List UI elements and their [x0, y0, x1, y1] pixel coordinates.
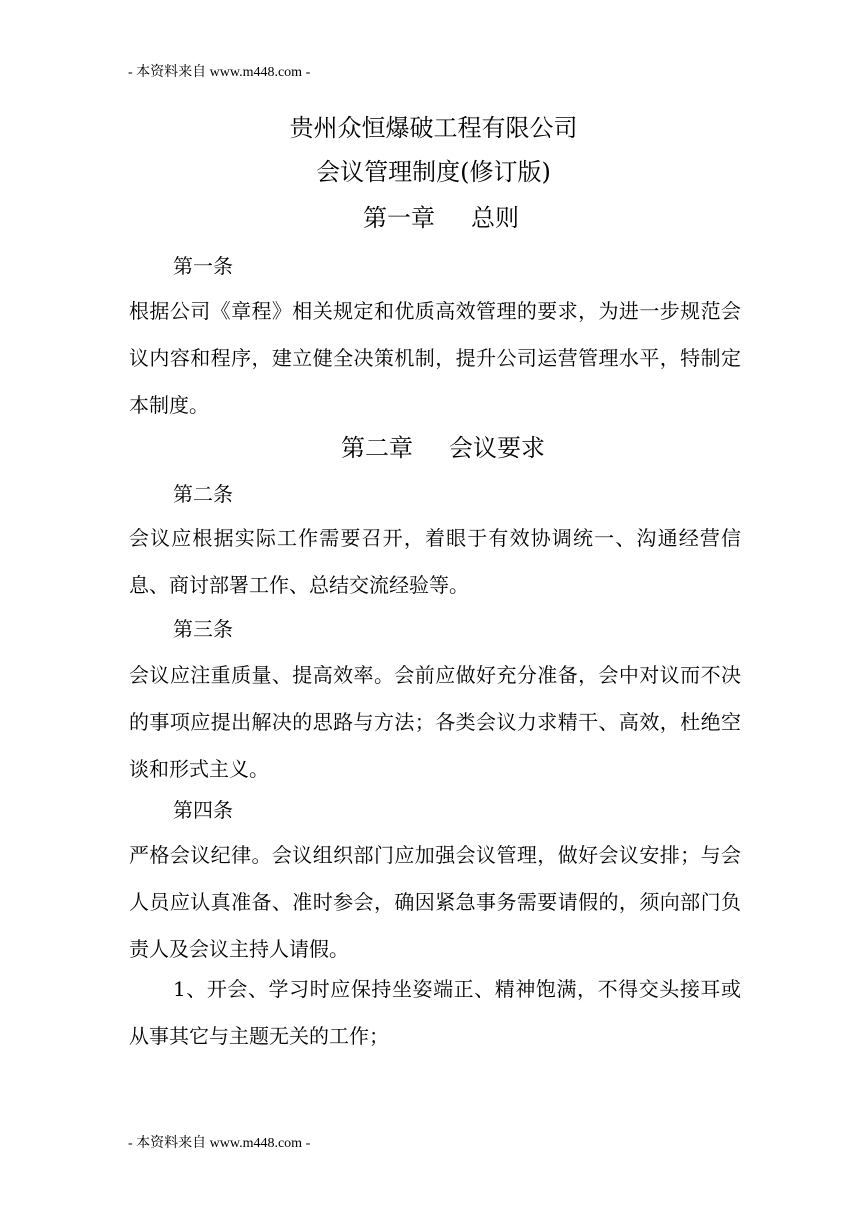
article-1-label: 第一条 [173, 254, 233, 278]
page-header: - 本资料来自 www.m448.com - [128, 65, 311, 80]
article-2-label: 第二条 [173, 482, 233, 506]
article-3-text: 会议应注重质量、提高效率。会前应做好充分准备，会中对议而不决的事项应提出解决的思路与方法；各类会议力求精干、高效，杜绝空谈和形式主义。 [129, 663, 741, 781]
article-2-text: 会议应根据实际工作需要召开，着眼于有效协调统一、沟通经营信息、商讨部署工作、总结交流经验等。 [129, 526, 741, 597]
chapter-1-name: 总则 [471, 204, 519, 232]
chapter-1-number: 第一章 [363, 204, 435, 232]
article-4-label: 第四条 [173, 798, 233, 822]
company-name: 贵州众恒爆破工程有限公司 [289, 114, 578, 142]
article-3-label: 第三条 [173, 617, 233, 641]
article-1-text: 根据公司《章程》相关规定和优质高效管理的要求，为进一步规范会议内容和程序，建立健全决策机制，提升公司运营管理水平，特制定本制度。 [129, 299, 741, 417]
article-4-text: 严格会议纪律。会议组织部门应加强会议管理，做好会议安排；与会人员应认真准备、准时参会，确因紧急事务需要请假的，须向部门负责人及会议主持人请假。 [129, 843, 741, 961]
chapter-2-heading [341, 433, 545, 463]
page-footer: - 本资料来自 www.m448.com - [128, 1136, 311, 1151]
chapter-1-heading [363, 203, 519, 233]
chapter-2-number: 第二章 [341, 434, 413, 462]
article-4-item-1: 1、开会、学习时应保持坐姿端正、精神饱满，不得交头接耳或从事其它与主题无关的工作； [129, 977, 741, 1048]
document-title: 会议管理制度(修订版) [316, 158, 551, 186]
chapter-2-name: 会议要求 [449, 434, 545, 462]
